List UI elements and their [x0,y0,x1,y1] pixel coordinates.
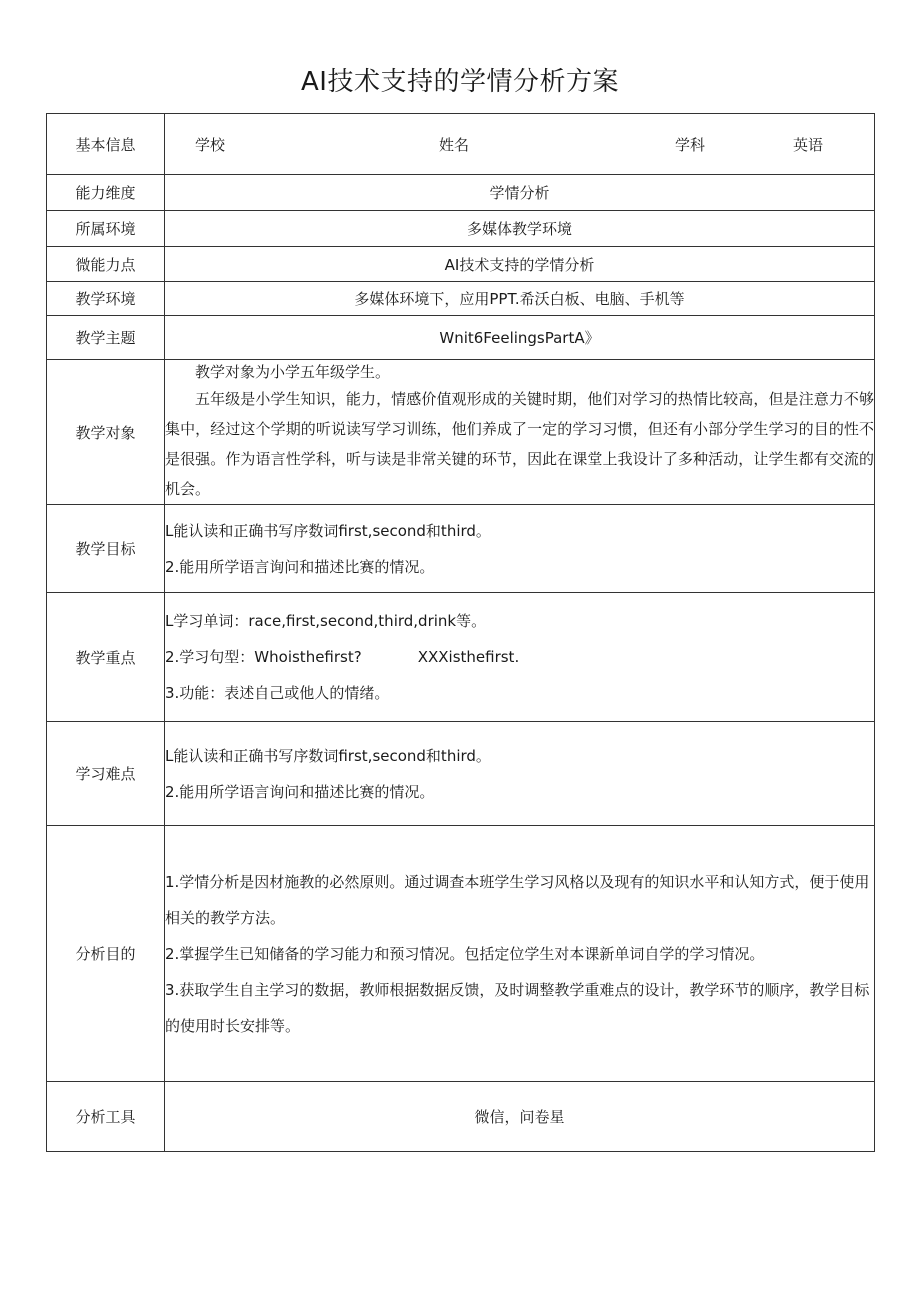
row-goals [47,505,875,593]
name-label: 姓名 [439,136,470,154]
difficulties-cell [165,722,875,826]
school-label: 学校 [195,136,226,154]
analysis-plan-table [46,113,875,1152]
ability-value: 学情分析 [165,175,875,211]
page-title: AI技术支持的学情分析方案 [301,67,619,97]
row-purpose [47,826,875,1082]
tools-label: 分析工具 [47,1082,165,1152]
ability-label: 能力维度 [47,175,165,211]
environment-value: 多媒体教学环境 [165,211,875,247]
goal-item: 2.能用所学语言询问和描述比赛的情况。 [165,557,435,576]
purpose-item: 3.获取学生自主学习的数据，教师根据数据反馈，及时调整教学重难点的设计，教学环节的顺序，教学目标的使用时长安排等。 [165,980,870,1035]
purpose-label: 分析目的 [47,826,165,1082]
tools-value: 微信，问卷星 [165,1082,875,1152]
row-ability [47,175,875,211]
teaching-env-value: 多媒体环境下，应用PPT.希沃白板、电脑、手机等 [165,282,875,316]
key-point-item-1: L学习单词：race,first,second,third,drink等。 [165,612,487,630]
audience-line-1: 教学对象为小学五年级学生。 [195,363,391,381]
audience-cell [165,360,875,505]
row-basic-info [47,114,875,175]
row-environment [47,211,875,247]
audience-paragraph: 五年级是小学生知识，能力，情感价值观形成的关键时期，他们对学习的热情比较高，但是注意力不够集中，经过这个学期的听说读写学习训练，他们养成了一定的学习习惯，但还有小部分学生学习的目的性不是很强。作为语言性学科，听与读是非常关键的环节，因此在课堂上我设计了多种活动，让学生都有交流的机会。 [165,390,874,498]
key-points-cell [165,593,875,722]
goals-label: 教学目标 [47,505,165,593]
difficulties-label: 学习难点 [47,722,165,826]
row-theme [47,316,875,360]
environment-label: 所属环境 [47,211,165,247]
sentence-pattern-answer: XXXisthefirst. [417,648,520,666]
purpose-cell [165,826,875,1082]
key-point-item-3: 3.功能：表述自己或他人的情绪。 [165,684,390,702]
basic-info-label: 基本信息 [47,114,165,175]
teaching-env-label: 教学环境 [47,282,165,316]
subject-value: 英语 [793,136,824,154]
row-key-points [47,593,875,722]
subject-label: 学科 [675,136,706,154]
basic-info-cell [165,114,875,175]
row-difficulties [47,722,875,826]
goals-cell [165,505,875,593]
audience-label: 教学对象 [47,360,165,505]
row-tools [47,1082,875,1152]
row-audience [47,360,875,505]
purpose-item: 1.学情分析是因材施教的必然原则。通过调查本班学生学习风格以及现有的知识水平和认知方式，便于使用相关的教学方法。 [165,872,870,927]
row-teaching-env [47,282,875,316]
micro-ability-label: 微能力点 [47,247,165,282]
row-micro-ability [47,247,875,282]
theme-value: Wnit6FeelingsPartA》 [165,316,875,360]
micro-ability-value: AI技术支持的学情分析 [165,247,875,282]
sentence-pattern-question: 2.学习句型：Whoisthefirst? [165,648,362,666]
difficulty-item: 2.能用所学语言询问和描述比赛的情况。 [165,782,435,801]
difficulty-item: L能认读和正确书写序数词first,second和third。 [165,746,491,765]
goal-item: L能认读和正确书写序数词first,second和third。 [165,521,491,540]
purpose-item: 2.掌握学生已知储备的学习能力和预习情况。包括定位学生对本课新单词自学的学习情况。 [165,944,765,963]
theme-label: 教学主题 [47,316,165,360]
key-point-item-2 [165,639,874,675]
key-points-label: 教学重点 [47,593,165,722]
